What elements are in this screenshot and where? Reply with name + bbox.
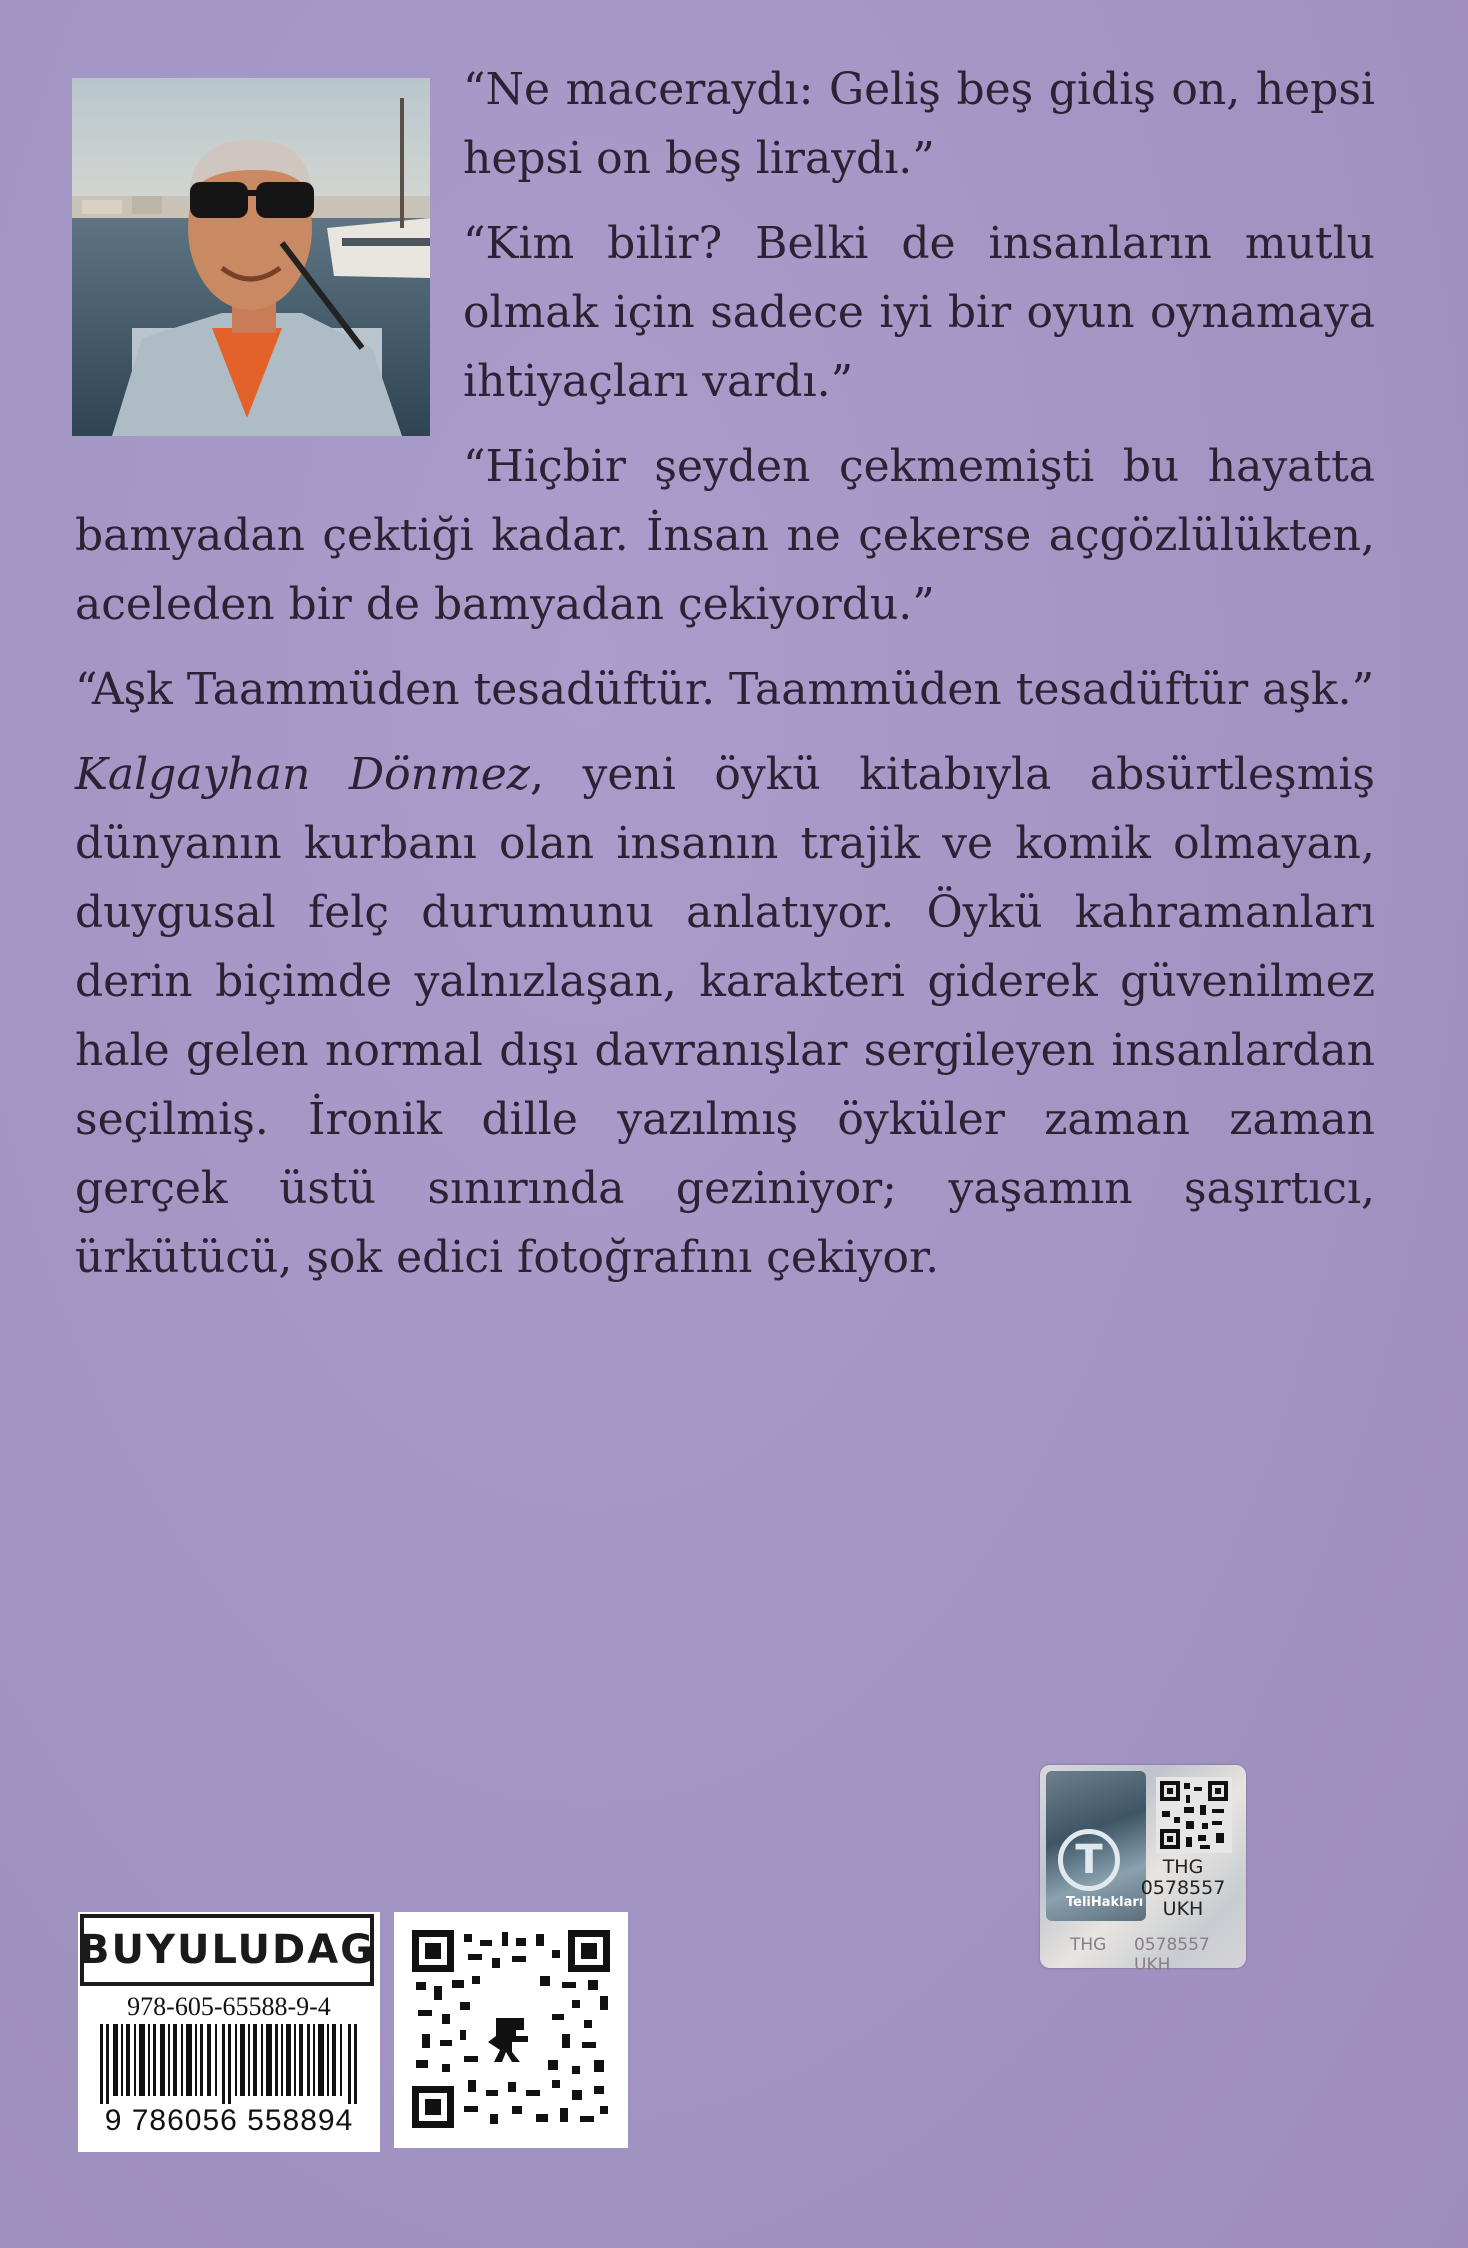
hologram-code-line: 0578557	[1140, 1877, 1226, 1899]
quote-1: “Ne maceraydı: Geliş beş gidiş on, hepsi hepsi on beş liraydı.”	[463, 64, 1375, 184]
isbn-number: 978-605-65588-9-4	[127, 1992, 331, 2021]
qr-code-label	[394, 1912, 628, 2148]
hologram-code-line: THG	[1162, 1856, 1204, 1878]
hologram-code	[1128, 1857, 1238, 1920]
qr-code-icon	[412, 1930, 610, 2128]
author-name: Kalgayhan Dönmez	[75, 749, 530, 800]
ean-number: 9 786056 558894	[104, 2104, 354, 2137]
quote-2: “Kim bilir? Belki de insanların mutlu olmak için sadece iyi bir oyun oynamaya ihtiyaçları vardı.”	[463, 218, 1375, 407]
hologram-code-line: UKH	[1162, 1898, 1204, 1920]
quote-4: “Aşk Taammüden tesadüftür. Taammüden tesadüftür aşk.”	[75, 664, 1375, 715]
back-cover-text	[75, 55, 1375, 1308]
hologram-qr-icon	[1156, 1777, 1232, 1853]
t-logo-icon: T	[1058, 1829, 1120, 1891]
hologram-brand: TeliHakları	[1066, 1895, 1144, 1910]
hologram-strip-text: 0578557 UKH	[1134, 1935, 1210, 1975]
book-description	[75, 740, 1375, 1292]
hologram-strip	[1046, 1925, 1240, 1975]
publisher-logo: BUYULUDAG	[80, 1914, 374, 1986]
quote-3: “Hiçbir şeyden çekmemişti bu hayatta bamyadan çektiği kadar. İnsan ne çekerse açgözlülükten, aceleden bir de bamyadan çekiyordu.”	[75, 441, 1375, 630]
isbn-barcode-label	[78, 1912, 380, 2152]
description-text: , yeni öykü kitabıyla absürtleşmiş dünyanın kurbanı olan insanın trajik ve komik olmayan, duygusal felç durumunu anlatıyor. Öykü kahramanları derin biçimde yalnızlaşan, karakteri giderek güvenilmez hale gelen normal dışı davranışlar sergileyen insanlardan seçilmiş. İronik dille yazılmış öyküler zaman zaman gerçek üstü sınırında geziniyor; yaşamın şaşırtıcı, ürkütücü, şok edici fotoğrafını çekiyor.	[75, 749, 1375, 1283]
security-hologram-sticker	[1040, 1765, 1246, 1975]
hologram-strip-text: THG	[1070, 1935, 1107, 1955]
barcode-icon	[96, 2024, 362, 2104]
